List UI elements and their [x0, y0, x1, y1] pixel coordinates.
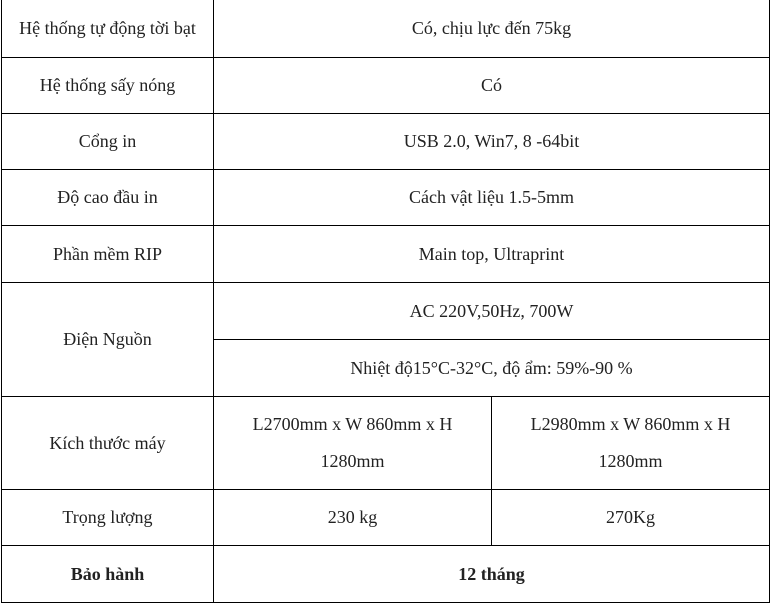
spec-value: Main top, Ultraprint	[214, 226, 770, 283]
table-row	[2, 114, 770, 170]
weight-label: Trọng lượng	[2, 490, 214, 546]
size-label: Kích thước máy	[2, 397, 214, 490]
weight-model-b: 270Kg	[492, 490, 770, 546]
power-label: Điện Nguồn	[2, 283, 214, 397]
spec-label: Phần mềm RIP	[2, 226, 214, 283]
spec-value: Có, chịu lực đến 75kg	[214, 0, 770, 58]
power-value-environment: Nhiệt độ15°C-32°C, độ ẩm: 59%-90 %	[214, 340, 770, 397]
size-model-b-line2: 1280mm	[598, 451, 663, 471]
warranty-label: Bảo hành	[2, 546, 214, 603]
size-model-a-line1: L2700mm x W 860mm x H	[252, 414, 453, 434]
power-value-voltage: AC 220V,50Hz, 700W	[214, 283, 770, 340]
spec-label: Cổng in	[2, 114, 214, 170]
table-row	[2, 397, 770, 490]
size-model-a	[214, 397, 492, 490]
table-row	[2, 0, 770, 58]
table-row	[2, 283, 770, 340]
table-row	[2, 490, 770, 546]
table-row	[2, 226, 770, 283]
spec-value: Có	[214, 58, 770, 114]
spec-label: Hệ thống tự động tời bạt	[2, 0, 214, 58]
table-row	[2, 58, 770, 114]
table-row	[2, 170, 770, 226]
spec-value: USB 2.0, Win7, 8 -64bit	[214, 114, 770, 170]
size-model-b	[492, 397, 770, 490]
size-model-b-line1: L2980mm x W 860mm x H	[530, 414, 731, 434]
table-row	[2, 546, 770, 603]
spec-label: Hệ thống sấy nóng	[2, 58, 214, 114]
spec-table	[1, 0, 770, 603]
spec-label: Độ cao đầu in	[2, 170, 214, 226]
size-model-a-line2: 1280mm	[320, 451, 385, 471]
weight-model-a: 230 kg	[214, 490, 492, 546]
warranty-value: 12 tháng	[214, 546, 770, 603]
spec-value: Cách vật liệu 1.5-5mm	[214, 170, 770, 226]
